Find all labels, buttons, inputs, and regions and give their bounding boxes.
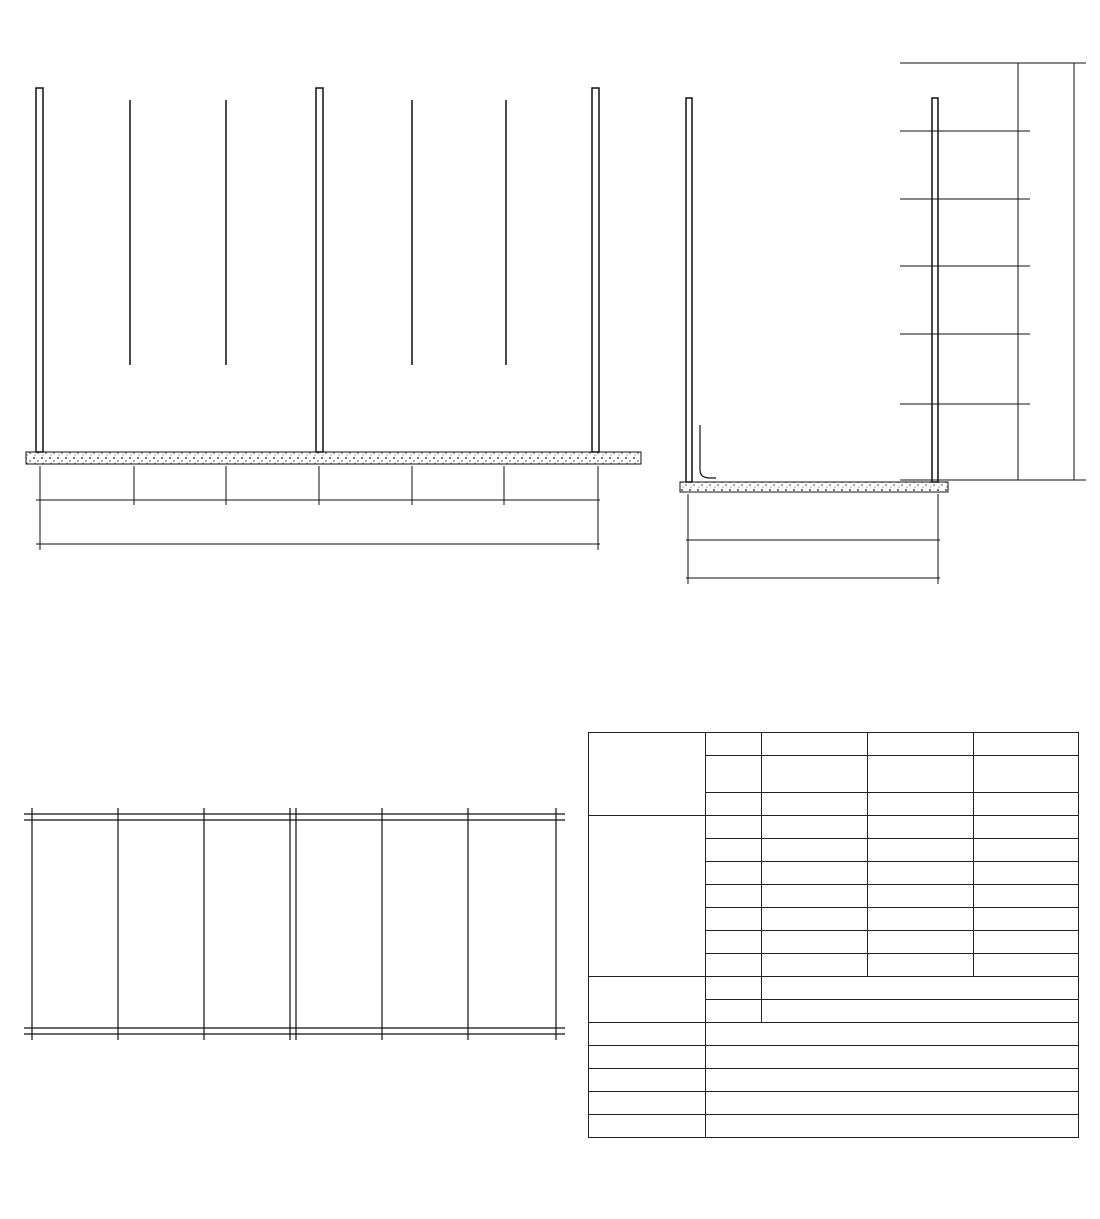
space-k [868,862,974,885]
header-form [706,733,762,756]
front-ground [26,452,641,464]
table-row [589,733,1079,756]
space-t [974,931,1079,954]
space-label [706,954,762,977]
misc-value [706,1023,1079,1046]
space-t [974,816,1079,839]
front-view [26,88,641,550]
weight-d [762,793,868,816]
parameter-table [588,732,1079,1138]
traverse-spec [762,1000,1079,1023]
side-height-dimensions [900,63,1086,480]
side-length-dimensions [686,494,940,584]
space-k [868,816,974,839]
side-view [680,63,1086,584]
table-row [589,1092,1079,1115]
table-row [589,1046,1079,1069]
space-label [706,839,762,862]
group-car-type [589,733,706,816]
space-t [974,885,1079,908]
space-k [868,954,974,977]
top-view [24,808,565,1040]
misc-label [589,1046,706,1069]
side-ground [680,482,948,492]
space-label [706,885,762,908]
space-d [762,885,868,908]
weight-t [974,793,1079,816]
front-dimensions [36,466,600,550]
space-k [868,885,974,908]
header-d [762,733,868,756]
space-t [974,908,1079,931]
size-k [868,756,974,793]
misc-value [706,1092,1079,1115]
space-t [974,839,1079,862]
weight-k [868,793,974,816]
table-row [589,816,1079,839]
space-d [762,931,868,954]
misc-value [706,1069,1079,1092]
space-k [868,908,974,931]
lift-spec [762,977,1079,1000]
table-row [589,1023,1079,1046]
space-label [706,816,762,839]
space-label [706,908,762,931]
table-row [589,1115,1079,1138]
header-t [974,733,1079,756]
space-t [974,954,1079,977]
size-t [974,756,1079,793]
table-row [589,977,1079,1000]
space-d [762,816,868,839]
misc-label [589,1069,706,1092]
space-label [706,862,762,885]
size-d [762,756,868,793]
space-label [706,931,762,954]
space-k [868,931,974,954]
space-d [762,908,868,931]
misc-label [589,1115,706,1138]
header-k [868,733,974,756]
traverse-label [706,1000,762,1023]
size-label [706,756,762,793]
side-frame [686,98,938,482]
misc-label [589,1023,706,1046]
table-row [589,1069,1079,1092]
misc-label [589,1092,706,1115]
group-motor [589,977,706,1023]
space-k [868,839,974,862]
space-t [974,862,1079,885]
space-d [762,862,868,885]
group-space [589,816,706,977]
misc-value [706,1046,1079,1069]
front-frame [36,88,599,452]
weight-label [706,793,762,816]
misc-value [706,1115,1079,1138]
top-frame [24,808,565,1040]
space-d [762,954,868,977]
space-d [762,839,868,862]
lift-label [706,977,762,1000]
